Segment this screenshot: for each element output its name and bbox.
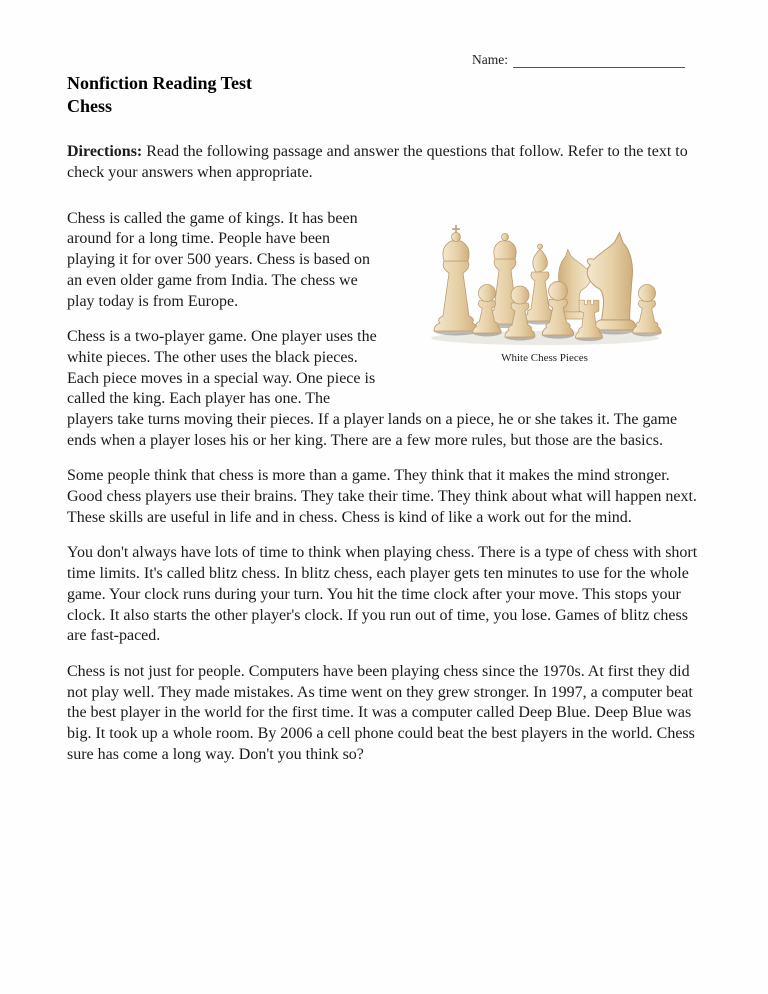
- passage-paragraph-5: Chess is not just for people. Computers have been playing chess since the 1970s. At first they did not play well. They made mistakes. As time went on they grew stronger. In 1997, a computer beat the best player in the world for the first time. It was a computer called Deep Blue. Deep Blue was big. It took up a whole room. By 2006 a cell phone could beat the best players in the world. Chess sure has come a long way. Don't you think so?: [67, 662, 695, 763]
- directions-label: Directions:: [67, 143, 143, 160]
- page-title-block: [67, 72, 700, 118]
- directions-text: Read the following passage and answer the questions that follow. Refer to the text to check your answers when appropriate.: [67, 143, 688, 181]
- chess-pieces-photo: [389, 211, 700, 365]
- directions: [67, 142, 700, 184]
- king-piece: [434, 225, 478, 336]
- passage-paragraph-2: Chess is a two-player game. One player uses the white pieces. The other uses the black pieces. Each piece moves in a special way. One piece is called the king. Each player has one. The players take turns moving their pieces. If a player lands on a piece, he or she takes it. The game ends when a player loses his or her king. There are a few more rules, but those are the basics.: [67, 328, 678, 450]
- passage-paragraph-1: Chess is called the game of kings. It has been around for a long time. People have been playing it for over 500 years. Chess is based on an even older game from India. The chess we play today is from Europe.: [67, 209, 371, 310]
- name-row: [472, 50, 700, 68]
- passage: [67, 209, 700, 766]
- passage-paragraph-3: Some people think that chess is more than a game. They think that it makes the mind stronger. Good chess players use their brains. They take their time. They think about what will happen next. These skills are useful in life and in chess. Chess is kind of like a work out for the mind.: [67, 467, 697, 526]
- name-blank-line: [513, 53, 685, 68]
- name-label: Name:: [472, 52, 508, 67]
- pawn-piece: [632, 284, 661, 336]
- page-subtitle: Chess: [67, 96, 113, 116]
- page-title: Nonfiction Reading Test: [67, 73, 253, 93]
- figure-caption: White Chess Pieces: [501, 351, 588, 364]
- chess-pieces-illustration: [419, 211, 671, 349]
- passage-paragraph-4: You don't always have lots of time to think when playing chess. There is a type of chess with short time limits. It's called blitz chess. In blitz chess, each player gets ten minutes to use for the whole game. Your clock runs during your turn. You hit the time clock after your move. This stops your clock. It also starts the other player's clock. If you run out of time, you lose. Games of blitz chess are fast-paced.: [67, 544, 698, 645]
